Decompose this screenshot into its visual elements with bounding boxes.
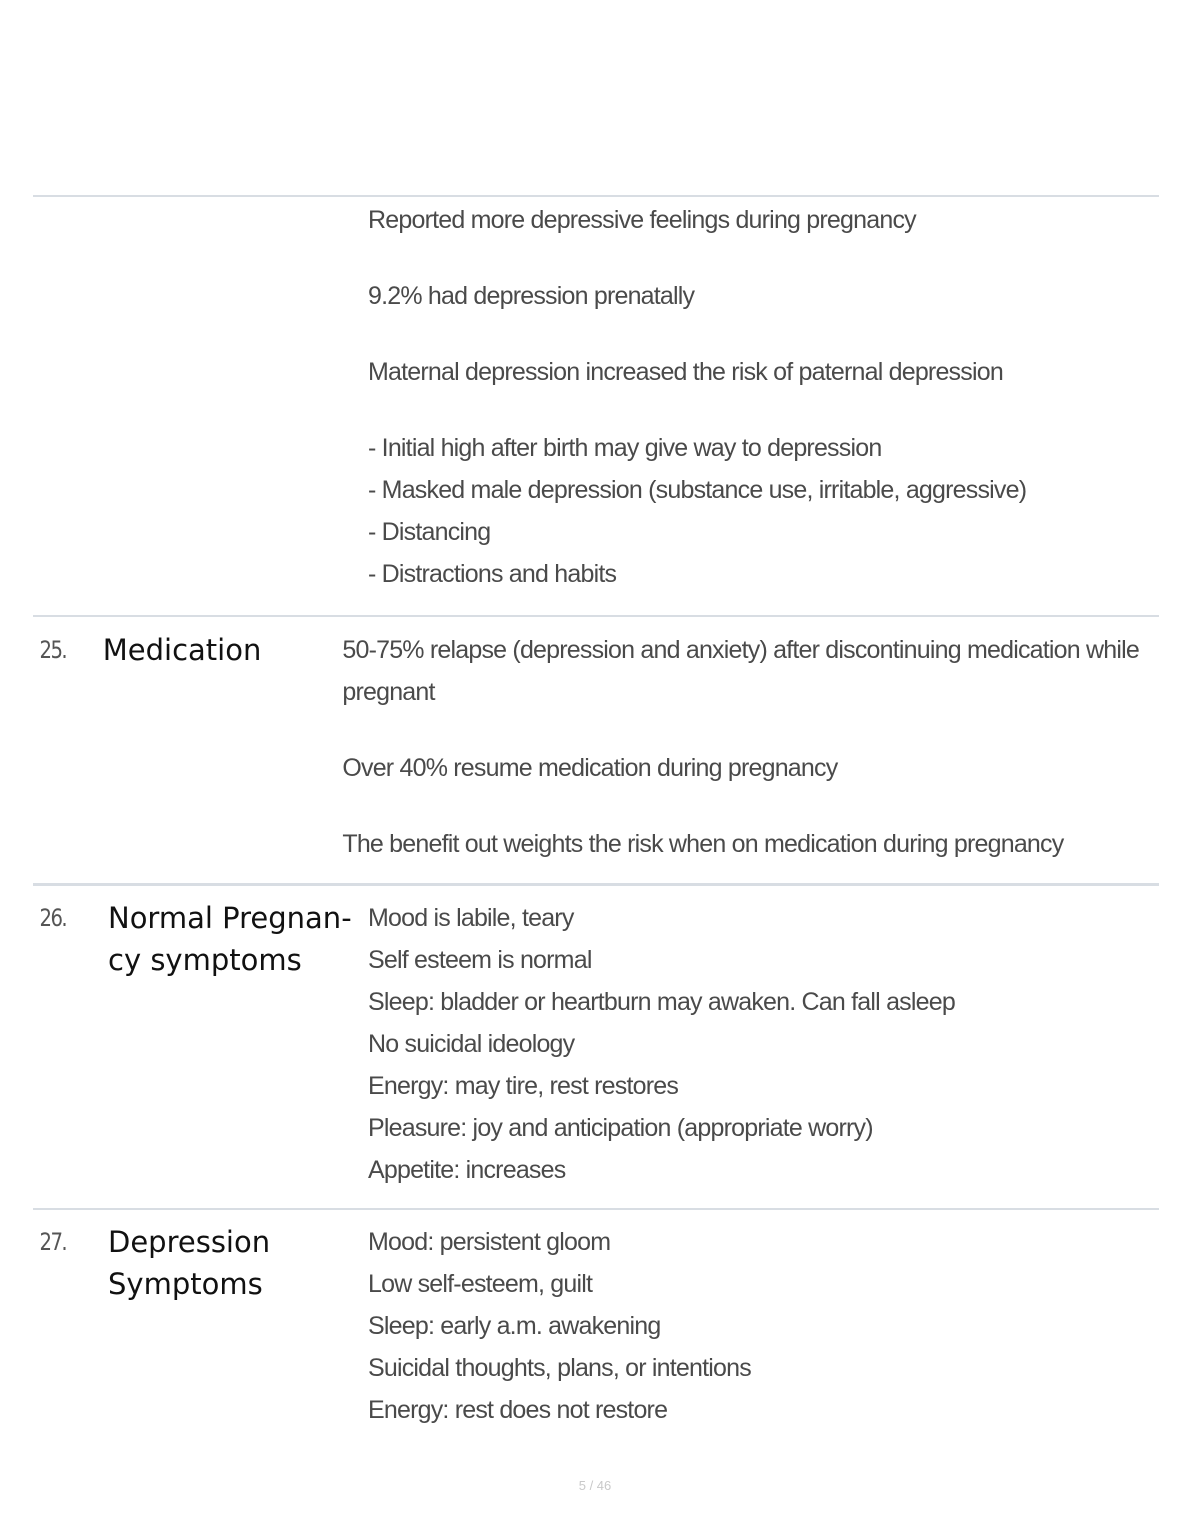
- text-line: - Distractions and habits: [368, 560, 617, 588]
- text-line: Appetite: increases: [368, 1156, 566, 1184]
- row-title: [108, 897, 368, 981]
- title-line: Depression: [108, 1225, 271, 1259]
- text-line: No suicidal ideology: [368, 1030, 575, 1058]
- row-number: 27.: [39, 1228, 66, 1256]
- notes-table: [33, 195, 1159, 1438]
- text-line: Mood: persistent gloom: [368, 1228, 611, 1256]
- paragraph: [368, 427, 1139, 595]
- row-title: Medication: [102, 633, 262, 667]
- paragraph: [342, 747, 1139, 789]
- text-line: Low self-esteem, guilt: [368, 1270, 593, 1298]
- text-line: Over 40% resume medication during pregnancy: [342, 754, 838, 782]
- text-line: Sleep: bladder or heartburn may awaken. Can fall asleep: [368, 988, 955, 1016]
- page-indicator: 5 / 46: [578, 1478, 612, 1493]
- text-line: Maternal depression increased the risk of paternal depression: [368, 358, 1003, 386]
- text-line: The benefit out weights the risk when on medication during pregnancy: [342, 830, 1064, 858]
- title-line: Normal Pregnan-: [108, 901, 352, 935]
- text-line: Self esteem is normal: [368, 946, 592, 974]
- row-content: [368, 1221, 1159, 1431]
- text-line: Reported more depressive feelings during pregnancy: [368, 206, 916, 234]
- table-row-25: [33, 615, 1159, 883]
- text-line: - Initial high after birth may give way to depression: [368, 434, 882, 462]
- table-row-continued: [33, 195, 1159, 615]
- title-line: cy symptoms: [108, 943, 302, 977]
- title-line: Symptoms: [108, 1267, 263, 1301]
- text-line: Mood is labile, teary: [368, 904, 574, 932]
- row-content: [368, 199, 1159, 595]
- row-content: [342, 629, 1159, 865]
- text-line: 9.2% had depression prenatally: [368, 282, 695, 310]
- row-content: [368, 897, 1159, 1191]
- text-line: - Masked male depression (substance use, irritable, aggressive): [368, 476, 1027, 504]
- text-line: Energy: may tire, rest restores: [368, 1072, 679, 1100]
- row-number: 25.: [39, 636, 66, 664]
- table-row-26: [33, 883, 1159, 1208]
- paragraph: [342, 823, 1139, 865]
- paragraph: [342, 629, 1139, 713]
- text-line: Suicidal thoughts, plans, or intentions: [368, 1354, 751, 1382]
- text-line: 50-75% relapse (depression and anxiety) after discontinuing medication while: [342, 636, 1139, 664]
- row-title: [108, 1221, 368, 1305]
- text-line: Energy: rest does not restore: [368, 1396, 668, 1424]
- text-line: Sleep: early a.m. awakening: [368, 1312, 661, 1340]
- paragraph: [368, 199, 1139, 241]
- text-line: - Distancing: [368, 518, 491, 546]
- paragraph: [368, 351, 1139, 393]
- text-line: pregnant: [342, 678, 435, 706]
- paragraph: [368, 275, 1139, 317]
- row-number: 26.: [39, 904, 66, 932]
- table-row-27: [33, 1208, 1159, 1438]
- text-line: Pleasure: joy and anticipation (appropriate worry): [368, 1114, 873, 1142]
